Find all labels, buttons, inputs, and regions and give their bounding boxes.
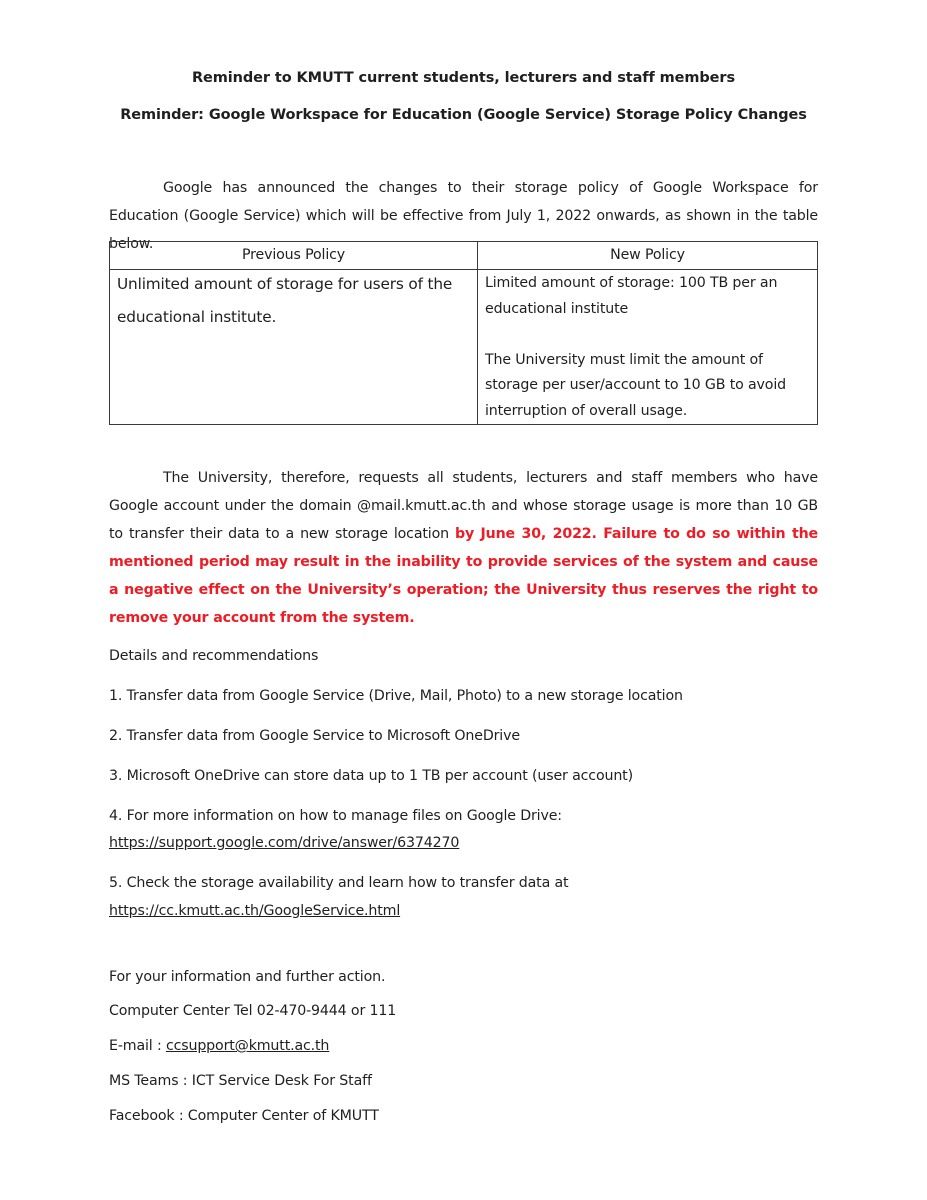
policy-table: [109, 241, 818, 425]
document-title: Reminder to KMUTT current students, lecturers and staff members: [191, 70, 735, 86]
new-policy-text-1: Limited amount of storage: 100 TB per an educational institute: [485, 275, 778, 317]
header-previous-policy: Previous Policy: [110, 242, 478, 270]
email-label: E-mail :: [109, 1038, 166, 1054]
list-item-5: 5. Check the storage availability and learn how to transfer data at: [109, 875, 569, 891]
list-item-4: 4. For more information on how to manage files on Google Drive:: [109, 808, 562, 824]
contact-email-line: [109, 1032, 329, 1060]
table-header-row: [110, 242, 818, 270]
list-item-3: 3. Microsoft OneDrive can store data up to 1 TB per account (user account): [109, 768, 633, 784]
cc-google-service-link[interactable]: https://cc.kmutt.ac.th/GoogleService.html: [109, 903, 401, 919]
request-paragraph: [109, 464, 818, 632]
google-drive-help-link[interactable]: https://support.google.com/drive/answer/6374270: [109, 835, 460, 851]
new-policy-text-2: The University must limit the amount of storage per user/account to 10 GB to avoid interruption of overall usage.: [485, 351, 786, 419]
cell-spacer: [485, 322, 810, 348]
previous-policy-text: Unlimited amount of storage for users of the educational institute.: [117, 275, 453, 326]
intro-paragraph: Google has announced the changes to their storage policy of Google Workspace for Education (Google Service) which will be effective from July 1, 2022 onwards, as shown in the table below.: [109, 180, 818, 252]
contact-facebook: Facebook : Computer Center of KMUTT: [109, 1108, 379, 1124]
request-text: The University, therefore, requests all students, lecturers and staff members who have Google account under the domain @mail.kmutt.ac.th and whose storage usage is more than 10 GB to transfer their data to a new storage location: [109, 470, 818, 542]
header-new-policy: New Policy: [478, 242, 818, 270]
new-policy-cell: [478, 270, 818, 425]
previous-policy-cell: [110, 270, 478, 425]
support-email-link[interactable]: ccsupport@kmutt.ac.th: [165, 1038, 330, 1054]
contact-phone: Computer Center Tel 02-470-9444 or 111: [109, 1003, 397, 1019]
contact-note: For your information and further action.: [109, 969, 386, 985]
contact-teams: MS Teams : ICT Service Desk For Staff: [109, 1073, 372, 1089]
google-drive-link-line: [109, 829, 459, 857]
cc-service-link-line: [109, 897, 400, 925]
table-row: [110, 270, 818, 425]
document-subtitle: Reminder: Google Workspace for Education (Google Service) Storage Policy Changes: [120, 107, 807, 123]
deadline-warning: by June 30, 2022. Failure to do so within the mentioned period may result in the inability to provide services of the system and cause a negative effect on the University’s operation; the University thus reserves the right to remove your account from the system.: [109, 526, 818, 626]
list-item-1: 1. Transfer data from Google Service (Drive, Mail, Photo) to a new storage location: [109, 688, 683, 704]
list-item-2: 2. Transfer data from Google Service to Microsoft OneDrive: [109, 728, 520, 744]
details-heading: Details and recommendations: [109, 648, 319, 664]
